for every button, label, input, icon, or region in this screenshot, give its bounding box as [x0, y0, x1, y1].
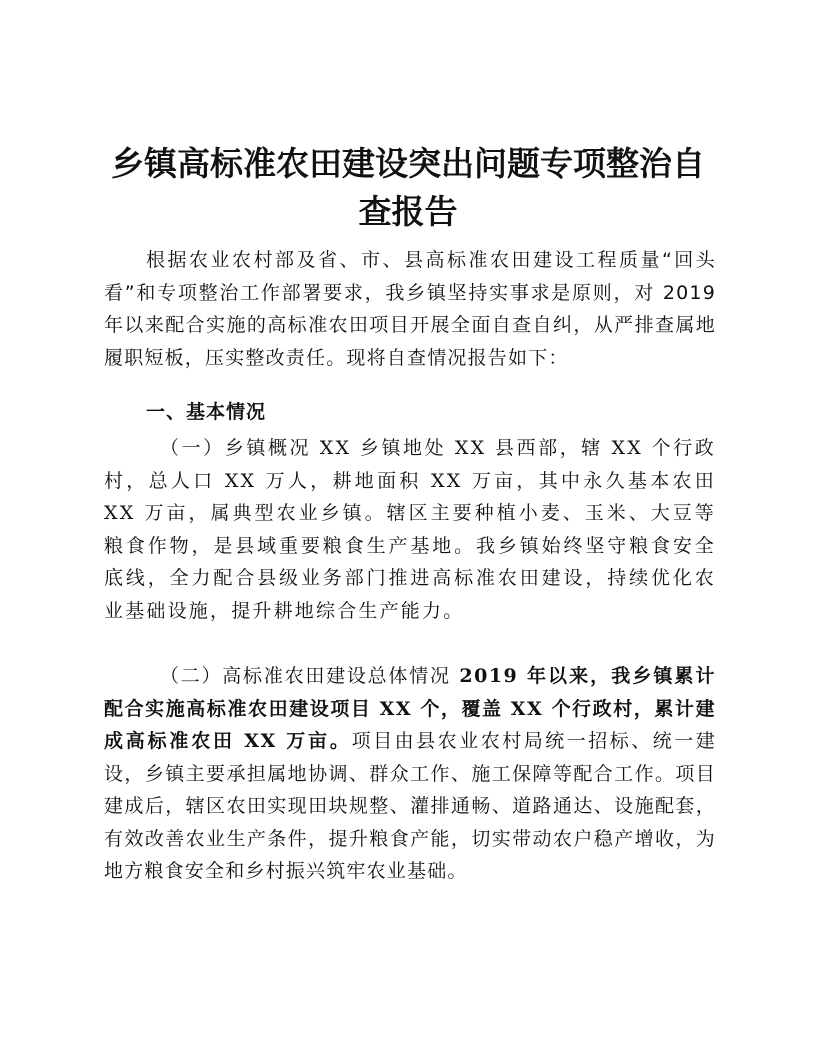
- intro-paragraph: 根据农业农村部及省、市、县高标准农田建设工程质量“回头看”和专项整治工作部署要求，我乡镇坚持实事求是原则，对 2019 年以来配合实施的高标准农田项目开展全面自查自纠，从严排查属地履职短板，压实整改责任。现将自查情况报告如下：: [104, 249, 716, 369]
- document-title: 乡镇高标准农田建设突出问题专项整治自查报告: [111, 144, 705, 231]
- township-overview-text: XX 乡镇地处 XX 县西部，辖 XX 个行政村，总人口 XX 万人，耕地面积 XX 万亩，其中永久基本农田 XX 万亩，属典型农业乡镇。辖区主要种植小麦、玉米、大豆等粮食作物，是县域重要粮食生产基地。我乡镇始终坚守粮食安全底线，全力配合县级业务部门推进高标准农田建设，持续优化农业基础设施，提升耕地综合生产能力。: [104, 437, 716, 622]
- construction-overview-text: 项目由县农业农村局统一招标、统一建设，乡镇主要承担属地协调、群众工作、施工保障等配合工作。项目建成后，辖区农田实现田块规整、灌排通畅、道路通达、设施配套，有效改善农业生产条件，提升粮食产能，切实带动农户稳产增收，为地方粮食安全和乡村振兴筑牢农业基础。: [104, 730, 717, 882]
- township-overview-label: （一）乡镇概况: [160, 437, 312, 459]
- construction-overview-label: （二）高标准农田建设总体情况: [160, 665, 451, 687]
- section-heading-basic-situation: 一、基本情况: [146, 401, 267, 423]
- township-overview-paragraph: [104, 432, 716, 627]
- construction-overview-emphasis: 2019 年以来，我乡镇累计配合实施高标准农田建设项目 XX 个，覆盖 XX 个行政村，累计建成高标准农田 XX 万亩。: [104, 665, 716, 752]
- construction-overview-paragraph: [104, 660, 716, 888]
